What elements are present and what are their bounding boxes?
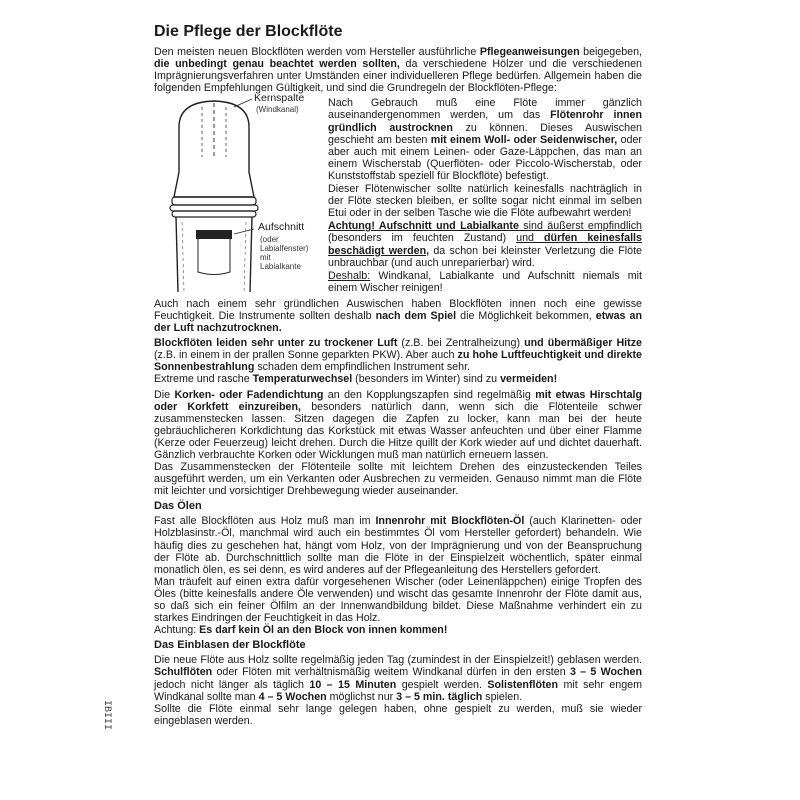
side-paragraph-3: Achtung! Aufschnitt und Labialkante sind äußerst empfindlich (besonders im feuchten Zustand) und dürfen keinesfalls beschädigt werden, da schon bei kleinster Verletzung die Flöte unbrauchbar (und auch unreparierbar) wird.: [328, 220, 642, 269]
blowing-paragraph: Die neue Flöte aus Holz sollte regelmäßig jeden Tag (zumindest in der Einspielzeit!) geblasen werden. Schulflöten oder Flöten mit verhältnismäßig weitem Windkanal dürfen in den ersten 3 – 5 Wochen jedoch nicht länger als täglich 10 – 15 Minuten gespielt werden. Solistenflöten mit sehr engem Windkanal sollte man 4 – 5 Wochen möglichst nur 3 – 5 min. täglich spielen. Sollte die Flöte einmal sehr lange gelegen haben, ohne gespielt zu werden, muß sie wieder eingeblasen werden.: [154, 654, 642, 727]
label-windkanal: (Windkanal): [256, 105, 299, 115]
figure-section: [154, 92, 642, 295]
recorder-head-figure: [154, 92, 324, 292]
climate-paragraph: Blockflöten leiden sehr unter zu trockener Luft (z.B. bei Zentralheizung) und übermäßiger Hitze (z.B. in einem in der prallen Sonne geparkten PKW). Aber auch zu hohe Luftfeuchtigkeit und direkte Sonnenbestrahlung schaden dem empfindlichen Instrument sehr. Extreme und rasche Temperaturwechsel (besonders im Winter) sind zu vermeiden!: [154, 337, 643, 386]
label-labialkante: Labialkante: [260, 262, 301, 272]
oil-heading: Das Ölen: [154, 500, 202, 513]
figure-side-text: [324, 97, 642, 295]
label-kernspalte: Kernspalte: [254, 92, 305, 105]
page-title: Die Pflege der Blockflöte: [154, 23, 343, 40]
document-page: [154, 22, 642, 730]
blowing-heading: Das Einblasen der Blockflöte: [154, 639, 306, 652]
label-mit: mit: [260, 253, 271, 263]
side-paragraph-4: Deshalb: Windkanal, Labialkante und Aufschnitt niemals mit einem Wischer reinigen!: [328, 269, 642, 294]
side-paragraph-1: Nach Gebrauch muß eine Flöte immer gänzlich auseinandergenommen werden, um das Flötenrohr innen gründlich austrocknen zu können. Dieses Auswischen geschieht am besten mit einem Woll- oder Seidenwischer, oder aber auch mit einem Leinen- oder Gaze-Läppchen, das man an einem Wischerstab (Querflöten- oder Piccolo-Wischerstab, oder Kunststoffstab speziell für Blockflöte) befestigt.: [328, 97, 642, 182]
cork-paragraph: Die Korken- oder Fadendichtung an den Kopplungszapfen sind regelmäßig mit etwas Hirschtalg oder Korkfett einzureiben, besonders natürlich dann, wenn sich die Flötenteile schwer zusammenstecken lassen. Sitzen dagegen die Zapfen zu locker, kann man bei der heute gebräuchlicheren Korkdichtung das Korkstück mit etwas Wasser anfeuchten und über einer Flamme (Kerze oder Feuerzeug) leicht drehen. Durch die Hitze quillt der Kork wieder auf und dichtet dauerhaft. Gänzlich verbrauchte Korken oder Wicklungen muß man natürlich erneuern lassen. Das Zusammenstecken der Flötenteile sollte mit leichtem Drehen des einzusteckenden Teiles ausgeführt werden, um ein Verkanten oder Ausbrechen zu vermeiden. Genauso nimmt man die Flöte mit leichter und vorsichtiger Drehbewegung wieder auseinander.: [154, 388, 643, 498]
drying-paragraph: Auch nach einem sehr gründlichen Auswischen haben Blockflöten innen noch eine gewisse Feuchtigkeit. Die Instrumente sollten deshalb nach dem Spiel die Möglichkeit bekommen, etwas an der Luft nachzutrocknen.: [154, 297, 642, 335]
label-labialfenster: Labialfenster): [260, 244, 309, 254]
oil-paragraph: Fast alle Blockflöten aus Holz muß man im Innenrohr mit Blockflöten-Öl (auch Klarinetten- oder Holzblasinstr.-Öl, manchmal wird auch ein bestimmtes Öl vom Hersteller gefordert) behandeln. Wie häufig dies zu geschehen hat, hängt vom Holz, von der Imprägnierung und von der Beanspruchung der Flöte ab. Durchschnittlich sollte man die Flöte in der Einspielzeit wöchentlich, später einmal monatlich ölen, es sei denn, es wird anderes auf der Pflegeanleitung des Herstellers gefordert. Man träufelt auf einen extra dafür vorgesehenen Wischer (oder Leinenläppchen) einige Tropfen des Öles (bitte keinesfalls andere Öle verwenden) und wischt das gesamte Innenrohr der Flöte damit aus, so daß sich ein feiner Ölfilm an der Innenwandbildung bildet. Diese Maßnahme verhindert ein zu starkes Eindringen der Feuchtigkeit in das Holz. Achtung: Es darf kein Öl an den Block von innen kommen!: [154, 515, 642, 637]
intro-paragraph: Den meisten neuen Blockflöten werden vom Hersteller ausführliche Pflegeanweisungen beigegeben, die unbedingt genau beachtet werden sollten, da verschiedene Hölzer und die verschiedenen Imprägnierungsverfahren unter Umständen einer individuelleren Pflege bedürfen. Allgemein haben die folgenden Empfehlungen Gültigkeit, und sind die Grundregeln der Blockflöten-Pflege:: [154, 46, 642, 95]
label-aufschnitt: Aufschnitt: [258, 221, 305, 234]
side-paragraph-2: Dieser Flötenwischer sollte natürlich keinesfalls nachträglich in der Flöte stecken bleiben, er sollte sogar nicht einmal im selben Etui oder in der selben Tasche wie die Flöte aufbewahrt werden!: [328, 183, 642, 220]
label-oder: (oder: [260, 235, 279, 245]
scan-margin-mark: IBIII: [101, 700, 112, 731]
